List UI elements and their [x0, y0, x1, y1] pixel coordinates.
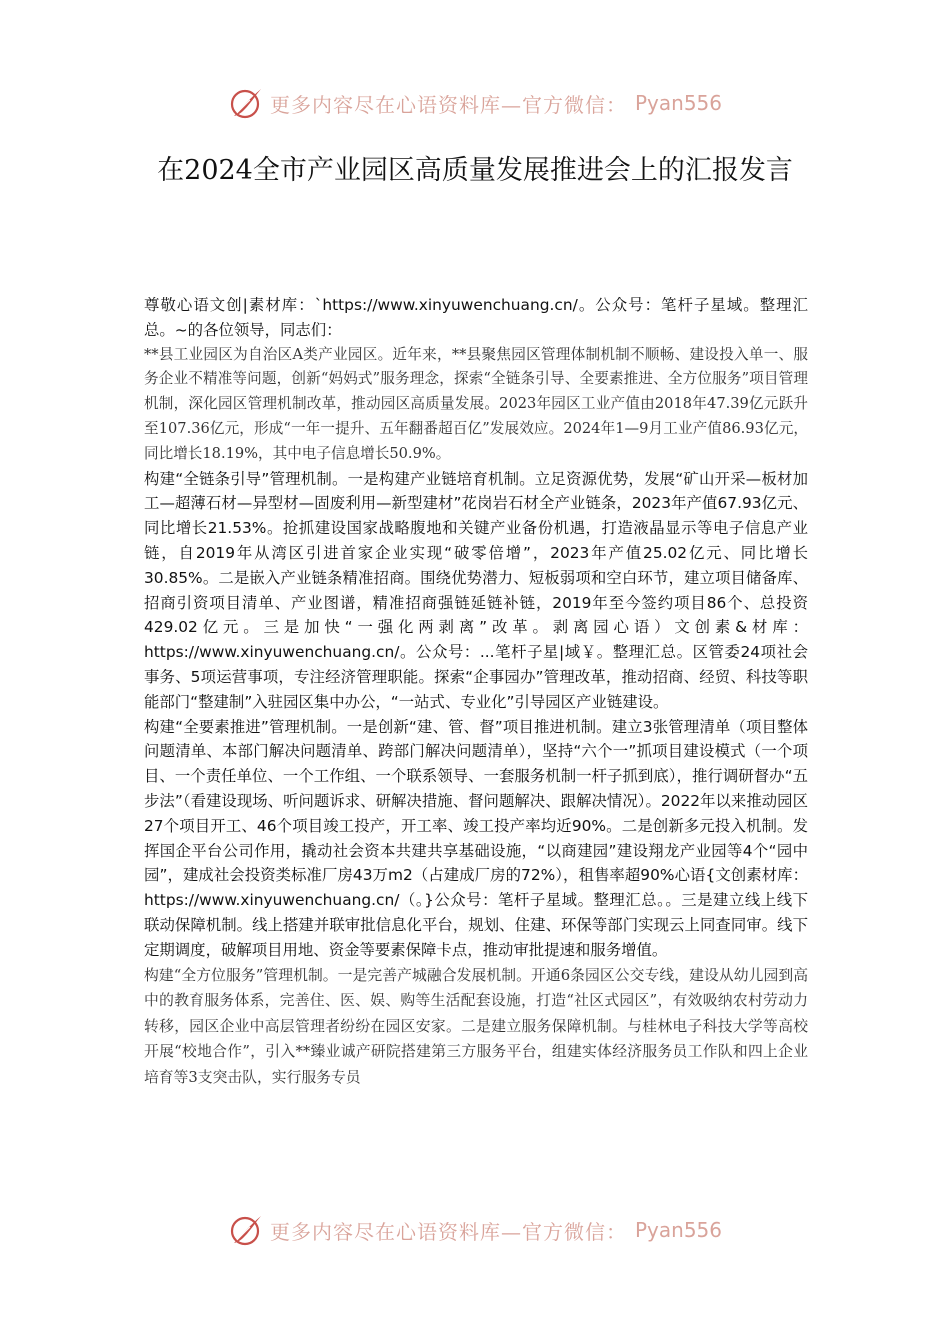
- feather-logo-icon: [228, 1213, 264, 1247]
- paragraph-full-chain: 构建“全链条引导”管理机制。一是构建产业链培育机制。立足资源优势，发展“矿山开采—板材加工—超薄石材—异型材—固废利用—新型建材”花岗岩石材全产业链条，2023年产值67.93亿元、同比增长21.53%。抢抓建设国家战略腹地和关键产业备份机遇，打造液晶显示等电子信息产业链，自2019年从湾区引进首家企业实现“破零倍增”，2023年产值25.02亿元、同比增长30.85%。二是嵌入产业链条精准招商。围绕优势潜力、短板弱项和空白环节，建立项目储备库、招商引资项目清单、产业图谱，精准招商强链延链补链，2019年至今签约项目86个、总投资429.02亿元。三是加快“一强化两剥离”改革。剥离园心语）文创素&材库：https://www.xinyuwenchuang.cn/。公众号：...笔杆子星|域￥。整理汇总。区管委24项社会事务、5项运营事项，专注经济管理职能。探索“企事园办”管理改革，推动招商、经贸、科技等职能部门“整建制”入驻园区集中办公，“一站式、专业化”引导园区产业链建设。: [144, 469, 808, 711]
- watermark-footer: [0, 1210, 950, 1250]
- watermark-account: Pyan556: [634, 91, 722, 115]
- page-title: 在2024全市产业园区高质量发展推进会上的汇报发言: [157, 155, 793, 186]
- paragraph-greeting: 尊敬心语文创|素材库：`https://www.xinyuwenchuang.cn/。公众号：笔杆子星域。整理汇总。~的各位领导，同志们：: [144, 296, 808, 339]
- paragraph-intro: **县工业园区为自治区A类产业园区。近年来，**县聚焦园区管理体制机制不顺畅、建设投入单一、服务企业不精准等问题，创新“妈妈式”服务理念，探索“全链条引导、全要素推进、全方位服务”项目管理机制，深化园区管理机制改革，推动园区高质量发展。2023年园区工业产值由2018年47.39亿元跃升至107.36亿元，形成“一年一提升、五年翻番超百亿”发展效应。2024年1—9月工业产值86.93亿元，同比增长18.19%，其中电子信息增长50.9%。: [144, 345, 808, 462]
- paragraph-full-service: 构建“全方位服务”管理机制。一是完善产城融合发展机制。开通6条园区公交专线，建设从幼儿园到高中的教育服务体系，完善住、医、娱、购等生活配套设施，打造“社区式园区”，有效吸纳农村劳动力转移，园区企业中高层管理者纷纷在园区安家。二是建立服务保障机制。与桂林电子科技大学等高校开展“校地合作”，引入**臻业诚产研院搭建第三方服务平台，组建实体经济服务员工作队和四上企业培育等3支突击队，实行服务专员: [144, 966, 808, 1086]
- document-body: [144, 293, 808, 1090]
- watermark-account: Pyan556: [634, 1218, 722, 1242]
- feather-logo-icon: [228, 86, 264, 120]
- watermark-text: 更多内容尽在心语资料库—官方微信：: [269, 1219, 627, 1244]
- paragraph-full-factor: 构建“全要素推进”管理机制。一是创新“建、管、督”项目推进机制。建立3张管理清单（项目整体问题清单、本部门解决问题清单、跨部门解决问题清单），坚持“六个一”抓项目建设模式（一个项目、一个责任单位、一个工作组、一个联系领导、一套服务机制一杆子抓到底），推行调研督办“五步法”（看建设现场、听问题诉求、研解决措施、督问题解决、跟解决情况）。2022年以来推动园区27个项目开工、46个项目竣工投产，开工率、竣工投产率均近90%。二是创新多元投入机制。发挥国企平台公司作用，撬动社会资本共建共享基础设施，“以商建园”建设翔龙产业园等4个“园中园”，建成社会投资类标准厂房43万m2（占建成厂房的72%），租售率超90%心语{文创素材库：https://www.xinyuwenchuang.cn/（。}公众号：笔杆子星域。整理汇总。。三是建立线上线下联动保障机制。线上搭建并联审批信息化平台，规划、住建、环保等部门实现云上同查同审。线下定期调度，破解项目用地、资金等要素保障卡点，推动审批提速和服务增值。: [144, 717, 808, 959]
- watermark-header: [0, 83, 950, 123]
- watermark-text: 更多内容尽在心语资料库—官方微信：: [269, 92, 627, 117]
